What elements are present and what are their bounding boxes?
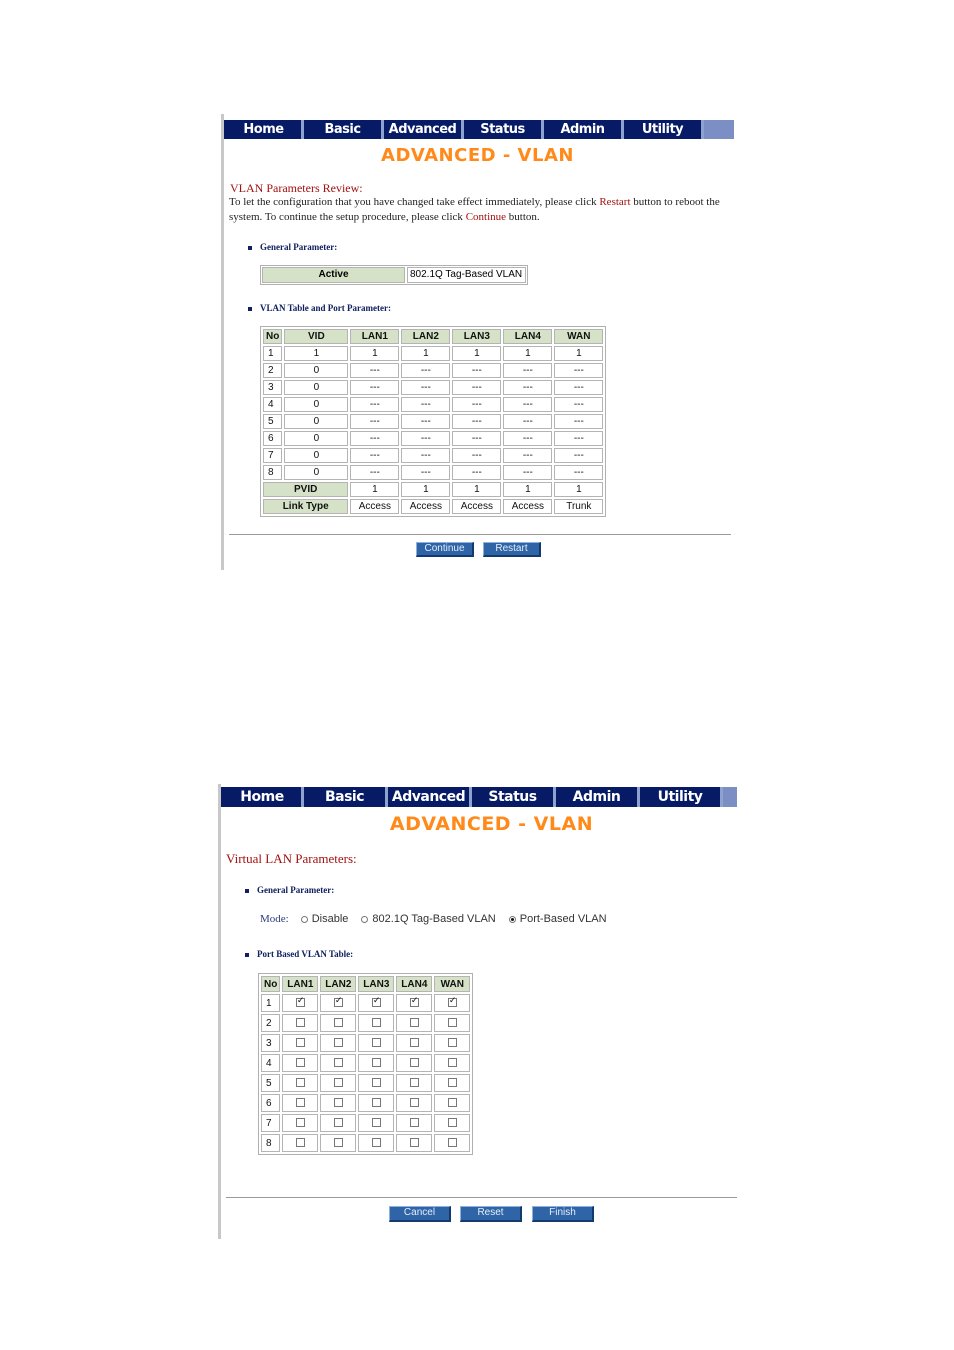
- checkbox[interactable]: [334, 1058, 343, 1067]
- checkbox[interactable]: [334, 1098, 343, 1107]
- cancel-button[interactable]: Cancel: [389, 1206, 451, 1222]
- vid-cell: 0: [284, 363, 348, 378]
- nav-home[interactable]: Home: [224, 120, 304, 139]
- vid-cell: 0: [284, 397, 348, 412]
- table-row: [263, 431, 603, 446]
- port-cell: ---: [554, 431, 603, 446]
- col-lan4: LAN4: [396, 976, 432, 992]
- checkbox[interactable]: [334, 1038, 343, 1047]
- desc-text-3: button.: [506, 211, 540, 223]
- checkbox[interactable]: [410, 1038, 419, 1047]
- checkbox-cell: [434, 1094, 470, 1112]
- table-row: [263, 397, 603, 412]
- page-title: ADVANCED - VLAN: [389, 813, 594, 835]
- page-title: ADVANCED - VLAN: [381, 145, 574, 166]
- table-row: [261, 1134, 470, 1152]
- checkbox[interactable]: [410, 1138, 419, 1147]
- bullet-square-icon: [245, 889, 249, 893]
- checkbox-cell: [358, 994, 394, 1012]
- nav-advanced[interactable]: Advanced: [384, 120, 464, 139]
- port-cell: ---: [503, 397, 552, 412]
- port-cell: 1: [554, 346, 603, 361]
- pvid-cell: 1: [503, 482, 552, 497]
- port-cell: ---: [401, 397, 450, 412]
- radio-disable[interactable]: [301, 913, 349, 925]
- checkbox[interactable]: [296, 1098, 305, 1107]
- col-lan3: LAN3: [358, 976, 394, 992]
- link-type-label: Link Type: [263, 499, 348, 514]
- port-cell: ---: [401, 465, 450, 480]
- table-row: [261, 1054, 470, 1072]
- checkbox-cell: [396, 1074, 432, 1092]
- checkbox[interactable]: [410, 1018, 419, 1027]
- checkbox-cell: [320, 1014, 356, 1032]
- port-table-label: [245, 949, 353, 959]
- checkbox-cell: [282, 1054, 318, 1072]
- port-cell: 1: [350, 346, 399, 361]
- desc-text-2: button to reboot the system. To continue the setup procedure, please click: [229, 196, 720, 223]
- pvid-cell: 1: [350, 482, 399, 497]
- row-number-cell: 1: [263, 346, 282, 361]
- radio-port-based[interactable]: [509, 913, 607, 925]
- checkbox-cell: [320, 1054, 356, 1072]
- table-row: [261, 994, 470, 1012]
- table-row: [263, 448, 603, 463]
- checkbox[interactable]: [334, 1118, 343, 1127]
- nav-status[interactable]: Status: [464, 120, 544, 139]
- checkbox-cell: [434, 1114, 470, 1132]
- panel-left-border: [221, 114, 224, 570]
- port-cell: 1: [452, 346, 501, 361]
- nav-admin[interactable]: Admin: [556, 787, 640, 807]
- checkbox[interactable]: [296, 1038, 305, 1047]
- vid-cell: 0: [284, 431, 348, 446]
- pvid-cell: 1: [401, 482, 450, 497]
- port-cell: ---: [350, 380, 399, 395]
- checkbox-cell: [396, 1054, 432, 1072]
- vid-cell: 1: [284, 346, 348, 361]
- checkbox-cell: [434, 1054, 470, 1072]
- col-no: No: [263, 329, 282, 344]
- checkbox-cell: [396, 1134, 432, 1152]
- pvid-cell: 1: [554, 482, 603, 497]
- link-type-cell: Access: [350, 499, 399, 514]
- port-cell: ---: [503, 465, 552, 480]
- table-row: [263, 346, 603, 361]
- radio-tag-based[interactable]: [361, 913, 495, 925]
- port-cell: ---: [350, 448, 399, 463]
- nav-home[interactable]: Home: [221, 787, 304, 807]
- checkbox[interactable]: [296, 1118, 305, 1127]
- port-cell: ---: [350, 397, 399, 412]
- general-parameter-table: [260, 265, 528, 285]
- section-heading: Virtual LAN Parameters:: [226, 851, 357, 866]
- checkbox-cell: [434, 994, 470, 1012]
- bullet-square-icon: [245, 953, 249, 957]
- checkbox-checked[interactable]: [334, 998, 343, 1007]
- radio-label: 802.1Q Tag-Based VLAN: [372, 913, 496, 925]
- radio-icon: [301, 916, 308, 923]
- checkbox-checked[interactable]: [372, 998, 381, 1007]
- bullet-square-icon: [248, 246, 252, 250]
- checkbox-cell: [282, 994, 318, 1012]
- checkbox-cell: [358, 1094, 394, 1112]
- row-number-cell: 5: [263, 414, 282, 429]
- bullet-text: Port Based VLAN Table:: [257, 949, 354, 959]
- table-header-row: [261, 976, 470, 992]
- link-type-cell: Access: [401, 499, 450, 514]
- col-no: No: [261, 976, 280, 992]
- port-cell: ---: [401, 363, 450, 378]
- vid-cell: 0: [284, 414, 348, 429]
- col-lan1: LAN1: [350, 329, 399, 344]
- col-lan1: LAN1: [282, 976, 318, 992]
- checkbox-cell: [320, 1034, 356, 1052]
- checkbox[interactable]: [334, 1078, 343, 1087]
- checkbox-cell: [396, 1094, 432, 1112]
- checkbox-cell: [320, 994, 356, 1012]
- col-wan: WAN: [434, 976, 470, 992]
- vid-cell: 0: [284, 380, 348, 395]
- port-cell: ---: [401, 448, 450, 463]
- row-number-cell: 7: [263, 448, 282, 463]
- general-parameter-label: [245, 885, 334, 895]
- finish-button[interactable]: Finish: [532, 1206, 594, 1222]
- port-cell: ---: [401, 431, 450, 446]
- checkbox-cell: [282, 1114, 318, 1132]
- review-description: [229, 195, 734, 225]
- bullet-text: General Parameter:: [257, 885, 335, 895]
- pvid-row: [263, 482, 603, 497]
- port-cell: ---: [554, 380, 603, 395]
- port-cell: ---: [503, 363, 552, 378]
- port-cell: ---: [401, 380, 450, 395]
- table-row: [261, 1014, 470, 1032]
- vlan-table-label: [248, 303, 391, 313]
- port-vlan-table: [258, 973, 473, 1155]
- row-number-cell: 1: [261, 994, 280, 1012]
- port-cell: ---: [401, 414, 450, 429]
- table-row: [263, 414, 603, 429]
- port-cell: ---: [503, 448, 552, 463]
- row-number-cell: 2: [261, 1014, 280, 1032]
- checkbox-cell: [358, 1074, 394, 1092]
- pvid-cell: 1: [452, 482, 501, 497]
- bullet-text: General Parameter:: [260, 242, 338, 252]
- checkbox-cell: [396, 1014, 432, 1032]
- checkbox-cell: [320, 1074, 356, 1092]
- nav-status[interactable]: Status: [472, 787, 556, 807]
- bullet-text: VLAN Table and Port Parameter:: [260, 303, 391, 313]
- col-lan2: LAN2: [320, 976, 356, 992]
- nav-utility[interactable]: Utility: [640, 787, 723, 807]
- checkbox-cell: [434, 1014, 470, 1032]
- port-cell: ---: [503, 431, 552, 446]
- checkbox-cell: [282, 1074, 318, 1092]
- row-number-cell: 4: [261, 1054, 280, 1072]
- nav-admin[interactable]: Admin: [544, 120, 624, 139]
- port-cell: ---: [554, 465, 603, 480]
- row-number-cell: 3: [263, 380, 282, 395]
- checkbox[interactable]: [372, 1118, 381, 1127]
- continue-button[interactable]: Continue: [416, 542, 474, 557]
- checkbox[interactable]: [296, 1018, 305, 1027]
- top-nav: [224, 120, 734, 139]
- nav-advanced[interactable]: Advanced: [388, 787, 472, 807]
- checkbox[interactable]: [372, 1058, 381, 1067]
- port-cell: ---: [452, 431, 501, 446]
- table-row: [261, 1034, 470, 1052]
- port-cell: ---: [350, 414, 399, 429]
- checkbox[interactable]: [334, 1018, 343, 1027]
- port-cell: 1: [401, 346, 450, 361]
- radio-label: Port-Based VLAN: [519, 913, 607, 925]
- panel-left-border: [218, 784, 221, 1239]
- checkbox[interactable]: [410, 1118, 419, 1127]
- mode-selector: [260, 913, 607, 925]
- radio-label: Disable: [311, 913, 349, 925]
- checkbox[interactable]: [448, 1098, 457, 1107]
- link-type-row: [263, 499, 603, 514]
- link-type-cell: Access: [503, 499, 552, 514]
- checkbox-cell: [434, 1074, 470, 1092]
- col-lan4: LAN4: [503, 329, 552, 344]
- checkbox[interactable]: [372, 1078, 381, 1087]
- col-lan3: LAN3: [452, 329, 501, 344]
- checkbox-checked[interactable]: [448, 998, 457, 1007]
- top-nav: [221, 787, 737, 807]
- checkbox-cell: [358, 1134, 394, 1152]
- nav-basic[interactable]: Basic: [304, 787, 388, 807]
- port-cell: ---: [554, 448, 603, 463]
- port-cell: ---: [554, 397, 603, 412]
- desc-restart-word: Restart: [599, 196, 631, 208]
- checkbox-cell: [434, 1034, 470, 1052]
- table-row: [261, 1114, 470, 1132]
- checkbox[interactable]: [334, 1138, 343, 1147]
- col-wan: WAN: [554, 329, 603, 344]
- checkbox-cell: [358, 1014, 394, 1032]
- checkbox[interactable]: [372, 1098, 381, 1107]
- general-parameter-label: [248, 242, 337, 252]
- checkbox[interactable]: [448, 1138, 457, 1147]
- port-cell: ---: [350, 465, 399, 480]
- restart-button[interactable]: Restart: [483, 542, 541, 557]
- port-cell: ---: [503, 414, 552, 429]
- col-vid: VID: [284, 329, 348, 344]
- port-cell: ---: [350, 431, 399, 446]
- desc-text-1: To let the configuration that you have changed take effect immediately, please click: [229, 196, 600, 208]
- row-number-cell: 7: [261, 1114, 280, 1132]
- port-cell: ---: [452, 380, 501, 395]
- checkbox[interactable]: [372, 1018, 381, 1027]
- vlan-table: [260, 326, 606, 517]
- checkbox[interactable]: [372, 1038, 381, 1047]
- checkbox-cell: [396, 994, 432, 1012]
- radio-icon: [361, 916, 368, 923]
- checkbox-cell: [282, 1014, 318, 1032]
- col-lan2: LAN2: [401, 329, 450, 344]
- checkbox-cell: [358, 1034, 394, 1052]
- row-number-cell: 3: [261, 1034, 280, 1052]
- vlan-settings-panel: [218, 784, 737, 1240]
- nav-basic[interactable]: Basic: [304, 120, 384, 139]
- table-row: [263, 363, 603, 378]
- row-number-cell: 8: [263, 465, 282, 480]
- link-type-cell: Trunk: [554, 499, 603, 514]
- row-number-cell: 6: [261, 1094, 280, 1112]
- link-type-cell: Access: [452, 499, 501, 514]
- checkbox-cell: [358, 1054, 394, 1072]
- checkbox-cell: [282, 1034, 318, 1052]
- row-number-cell: 8: [261, 1134, 280, 1152]
- checkbox-cell: [434, 1134, 470, 1152]
- radio-selected-icon: [509, 916, 516, 923]
- checkbox-cell: [320, 1094, 356, 1112]
- port-cell: ---: [350, 363, 399, 378]
- table-row: [263, 380, 603, 395]
- pvid-label: PVID: [263, 482, 348, 497]
- divider: [229, 534, 731, 535]
- desc-continue-word: Continue: [465, 211, 507, 223]
- mode-label: Mode:: [260, 913, 289, 925]
- nav-utility[interactable]: Utility: [624, 120, 704, 139]
- port-cell: ---: [503, 380, 552, 395]
- checkbox[interactable]: [448, 1078, 457, 1087]
- checkbox[interactable]: [296, 1078, 305, 1087]
- port-cell: ---: [452, 397, 501, 412]
- table-header-row: [263, 329, 603, 344]
- row-number-cell: 4: [263, 397, 282, 412]
- reset-button[interactable]: Reset: [460, 1206, 522, 1222]
- table-row: [261, 1094, 470, 1112]
- divider: [226, 1197, 737, 1198]
- checkbox-cell: [396, 1114, 432, 1132]
- bullet-square-icon: [248, 307, 252, 311]
- checkbox[interactable]: [410, 1098, 419, 1107]
- row-number-cell: 5: [261, 1074, 280, 1092]
- active-value: 802.1Q Tag-Based VLAN: [407, 267, 526, 283]
- port-cell: 1: [503, 346, 552, 361]
- checkbox[interactable]: [296, 1058, 305, 1067]
- checkbox-cell: [320, 1114, 356, 1132]
- checkbox-checked[interactable]: [410, 998, 419, 1007]
- checkbox[interactable]: [372, 1138, 381, 1147]
- checkbox[interactable]: [296, 1138, 305, 1147]
- port-cell: ---: [452, 414, 501, 429]
- checkbox[interactable]: [448, 1058, 457, 1067]
- vid-cell: 0: [284, 465, 348, 480]
- checkbox-cell: [358, 1114, 394, 1132]
- checkbox-cell: [282, 1134, 318, 1152]
- port-cell: ---: [452, 363, 501, 378]
- checkbox[interactable]: [448, 1038, 457, 1047]
- checkbox-cell: [282, 1094, 318, 1112]
- section-heading: VLAN Parameters Review:: [230, 181, 363, 195]
- vid-cell: 0: [284, 448, 348, 463]
- checkbox[interactable]: [410, 1078, 419, 1087]
- port-cell: ---: [452, 448, 501, 463]
- port-cell: ---: [554, 414, 603, 429]
- checkbox-checked[interactable]: [296, 998, 305, 1007]
- checkbox[interactable]: [448, 1118, 457, 1127]
- port-cell: ---: [554, 363, 603, 378]
- checkbox-cell: [320, 1134, 356, 1152]
- checkbox-cell: [396, 1034, 432, 1052]
- table-row: [263, 465, 603, 480]
- table-row: [261, 1074, 470, 1092]
- vlan-review-panel: [221, 114, 734, 570]
- port-cell: ---: [452, 465, 501, 480]
- row-number-cell: 2: [263, 363, 282, 378]
- active-label: Active: [262, 267, 405, 283]
- row-number-cell: 6: [263, 431, 282, 446]
- checkbox[interactable]: [448, 1018, 457, 1027]
- checkbox[interactable]: [410, 1058, 419, 1067]
